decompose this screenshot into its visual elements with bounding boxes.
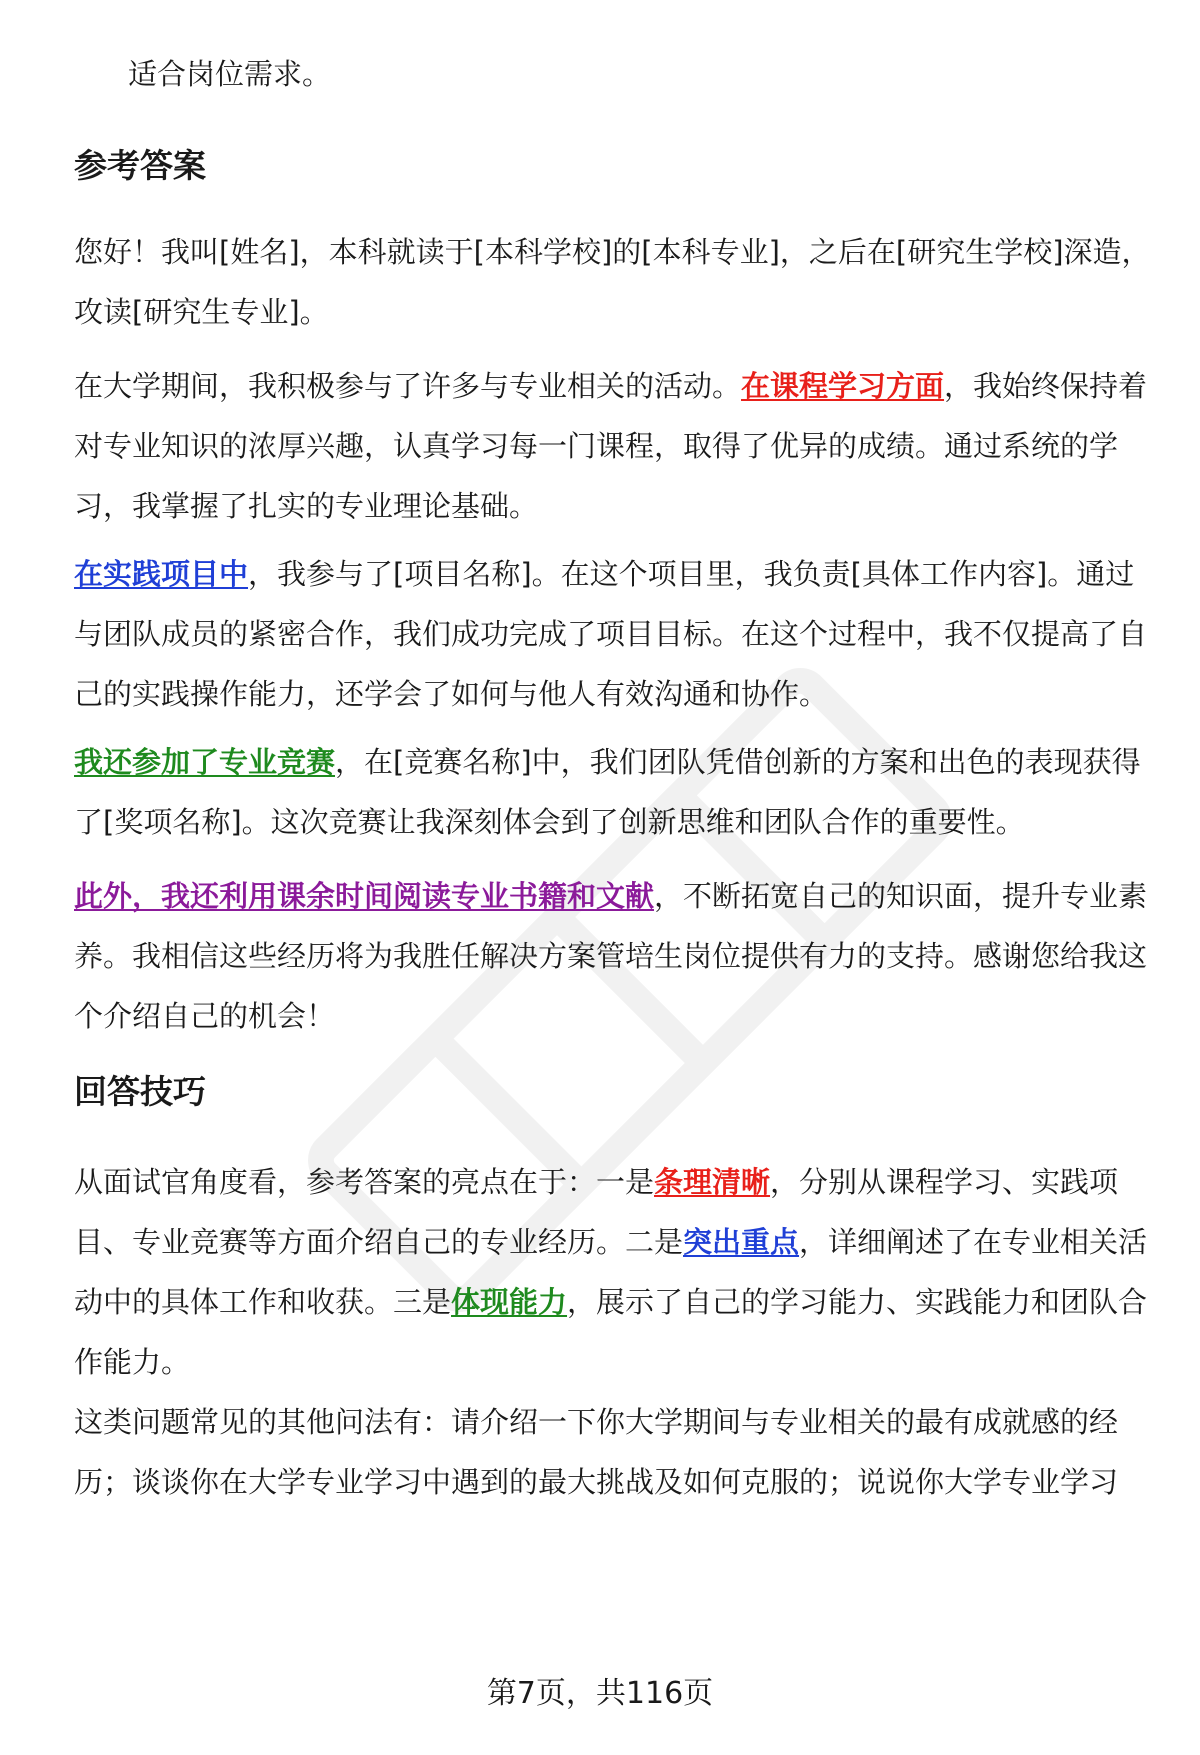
section-heading-reference-answer: 参考答案 xyxy=(74,146,206,185)
highlight-course-study: 在课程学习方面 xyxy=(741,369,945,403)
tips-text-a: 从面试官角度看，参考答案的亮点在于：一是 xyxy=(74,1165,655,1199)
tips-paragraph-1 xyxy=(74,1152,1154,1392)
answer-paragraph-5 xyxy=(74,866,1154,1046)
tips-text-b: ，分别从课程学习、实践项目、专业竞赛等方面介绍自己的专业经历。二是 xyxy=(74,1165,1119,1259)
paragraph-4-rest: ，在[竞赛名称]中，我们团队凭借创新的方案和出色的表现获得了[奖项名称]。这次竞赛让我深刻体会到了创新思维和团队合作的重要性。 xyxy=(74,745,1141,839)
section-heading-answer-tips: 回答技巧 xyxy=(74,1072,206,1111)
tips-text-d: ，展示了自己的学习能力、实践能力和团队合作能力。 xyxy=(74,1285,1148,1379)
tips-text-c: ，详细阐述了在专业相关活动中的具体工作和收获。三是 xyxy=(74,1225,1148,1319)
answer-paragraph-3 xyxy=(74,544,1154,724)
highlight-extra-reading: 此外，我还利用课余时间阅读专业书籍和文献 xyxy=(74,879,655,913)
highlight-clear-structure: 条理清晰 xyxy=(654,1165,771,1199)
highlight-practice-project: 在实践项目中 xyxy=(74,557,249,591)
paragraph-2-rest: ，我始终保持着对专业知识的浓厚兴趣，认真学习每一门课程，取得了优异的成绩。通过系统的学习，我掌握了扎实的专业理论基础。 xyxy=(74,369,1148,523)
highlight-show-ability: 体现能力 xyxy=(451,1285,568,1319)
answer-paragraph-4 xyxy=(74,732,1154,852)
paragraph-3-rest: ，我参与了[项目名称]。在这个项目里，我负责[具体工作内容]。通过与团队成员的紧密合作，我们成功完成了项目目标。在这个过程中，我不仅提高了自己的实践操作能力，还学会了如何与他人有效沟通和协作。 xyxy=(74,557,1148,711)
intro-tail-text: 适合岗位需求。 xyxy=(128,57,332,91)
answer-paragraph-1: 您好！我叫[姓名]，本科就读于[本科学校]的[本科专业]，之后在[研究生学校]深造，攻读[研究生专业]。 xyxy=(74,235,1151,329)
paragraph-2-lead: 在大学期间，我积极参与了许多与专业相关的活动。 xyxy=(74,369,742,403)
tips-paragraph-2: 这类问题常见的其他问法有：请介绍一下你大学期间与专业相关的最有成就感的经历；谈谈你在大学专业学习中遇到的最大挑战及如何克服的；说说你大学专业学习 xyxy=(74,1405,1119,1499)
answer-paragraph-2 xyxy=(74,356,1154,536)
highlight-competition: 我还参加了专业竞赛 xyxy=(74,745,336,779)
highlight-key-points: 突出重点 xyxy=(683,1225,800,1259)
page-footer: 第7页，共116页 xyxy=(486,1676,714,1711)
paragraph-5-rest: ，不断拓宽自己的知识面，提升专业素养。我相信这些经历将为我胜任解决方案管培生岗位提供有力的支持。感谢您给我这个介绍自己的机会！ xyxy=(74,879,1148,1033)
